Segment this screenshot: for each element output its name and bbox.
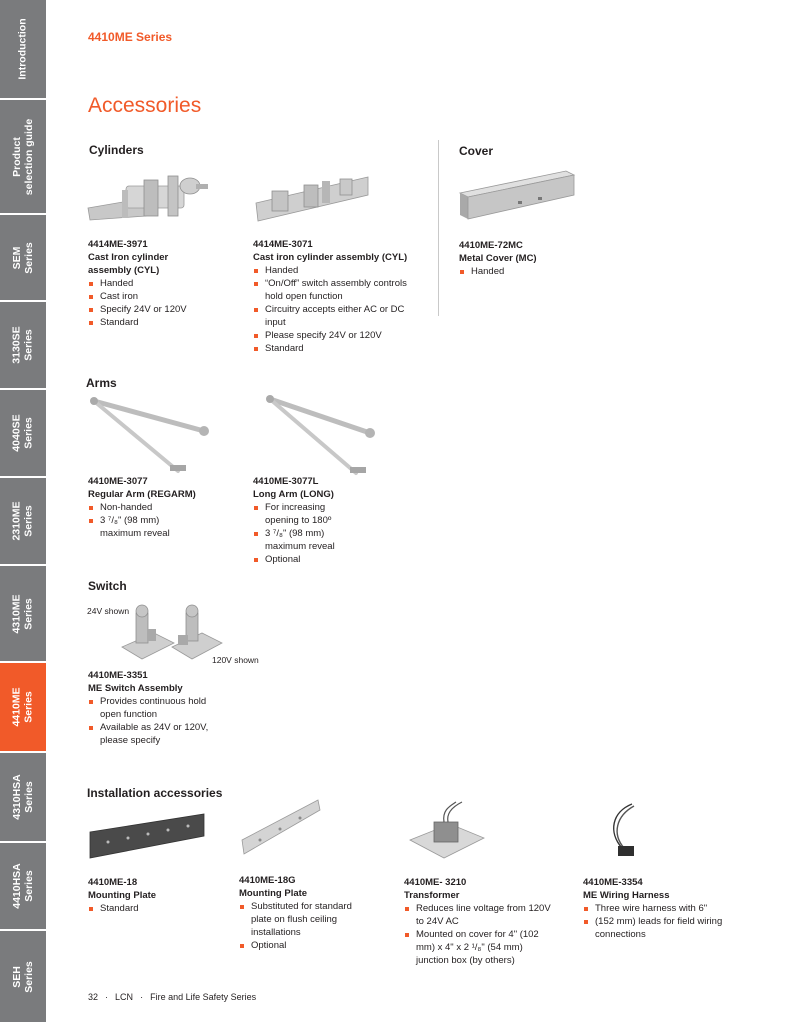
- part-number: 4410ME-72MC: [459, 240, 523, 251]
- tab-label: 2310ME Series: [10, 501, 35, 541]
- part-number: 4410ME- 3210: [404, 877, 467, 888]
- tab-label: SEH Series: [11, 960, 35, 993]
- footer-separator: ·: [137, 992, 146, 1002]
- product-name: Mounting Plate: [88, 890, 157, 901]
- bullet: 3 ⁷/₈" (98 mm) maximum reveal: [88, 514, 188, 540]
- tab-4410hsa-series[interactable]: [0, 843, 46, 931]
- tab-4310me-series[interactable]: [0, 566, 46, 663]
- bullet: For increasing opening to 180º: [253, 501, 353, 527]
- column-divider: [438, 140, 439, 316]
- tab-3130se-series[interactable]: [0, 302, 46, 390]
- part-number: 4414ME-3971: [88, 239, 148, 250]
- item-cylinder-4414me-3971: [88, 238, 238, 329]
- part-number: 4410ME-3077L: [253, 476, 319, 487]
- transformer-image: [406, 800, 488, 866]
- product-name: Regular Arm (REGARM): [88, 489, 196, 500]
- section-heading-installation: Installation accessories: [87, 786, 223, 800]
- tab-4310hsa-series[interactable]: [0, 753, 46, 843]
- page-footer: [88, 992, 258, 1002]
- tab-product-selection-guide[interactable]: [0, 100, 46, 215]
- footer-series: Fire and Life Safety Series: [150, 992, 257, 1002]
- bullet: Substituted for standard plate on flush ceiling installations: [239, 900, 374, 939]
- bullet: Handed: [459, 265, 609, 278]
- item-arm-4410me-3077l: [253, 475, 403, 566]
- footer-separator: ·: [102, 992, 111, 1002]
- series-label: 4410ME Series: [88, 30, 173, 44]
- tab-label: Introduction: [17, 18, 29, 80]
- tab-introduction[interactable]: [0, 0, 46, 100]
- part-number: 4410ME-3354: [583, 877, 643, 888]
- tab-label: 4410HSA Series: [11, 863, 35, 909]
- bullet: Cast iron: [88, 290, 238, 303]
- mounting-plate-flush-image: [240, 796, 324, 858]
- product-name: Cast iron cylinder assembly (CYL): [253, 252, 408, 263]
- tab-label: 4040SE Series: [11, 414, 35, 452]
- bullet: Standard: [88, 316, 238, 329]
- bullet: Please specify 24V or 120V: [253, 329, 425, 342]
- bullet: Circuitry accepts either AC or DC input: [253, 303, 425, 329]
- tab-label: 4410ME Series: [10, 687, 35, 727]
- section-heading-switch: Switch: [88, 579, 127, 593]
- bullet: Specify 24V or 120V: [88, 303, 238, 316]
- bullet: Non-handed: [88, 501, 238, 514]
- cylinder-assembly-switch-image: [254, 173, 372, 225]
- part-number: 4410ME-18G: [239, 875, 296, 886]
- cylinder-assembly-image: [86, 170, 214, 226]
- caption-24v-shown: 24V shown: [87, 606, 130, 616]
- bullet: Reduces line voltage from 120V to 24V AC: [404, 902, 556, 928]
- product-name: Metal Cover (MC): [459, 253, 537, 264]
- item-arm-4410me-3077: [88, 475, 238, 540]
- product-name: ME Switch Assembly: [88, 683, 183, 694]
- footer-brand: LCN: [115, 992, 134, 1002]
- page-number: 32: [88, 992, 99, 1002]
- tab-4040se-series[interactable]: [0, 390, 46, 478]
- mounting-plate-image: [88, 812, 208, 862]
- long-arm-image: [264, 393, 378, 479]
- section-heading-arms: Arms: [86, 376, 117, 390]
- item-cover-4410me-72mc: [459, 239, 609, 278]
- tab-label: SEM Series: [11, 241, 35, 274]
- bullet: Standard: [88, 902, 228, 915]
- tab-label: 4310ME Series: [10, 593, 35, 634]
- bullet: (152 mm) leads for field wiring connections: [583, 915, 743, 941]
- wiring-harness-image: [604, 802, 644, 860]
- part-number: 4410ME-3351: [88, 670, 148, 681]
- switch-assembly-24v-image: [120, 603, 176, 665]
- bullet: Provides continuous hold open function: [88, 695, 228, 721]
- bullet: Available as 24V or 120V, please specify: [88, 721, 228, 747]
- section-heading-cover: Cover: [459, 144, 494, 158]
- item-transformer-4410me-3210: [404, 876, 556, 967]
- item-mounting-plate-4410me-18g: [239, 874, 374, 952]
- product-name: Mounting Plate: [239, 888, 308, 899]
- bullet: Handed: [88, 277, 238, 290]
- product-name: Cast Iron cylinder assembly (CYL): [88, 252, 169, 276]
- bullet: Optional: [253, 553, 403, 566]
- item-wiring-harness-4410me-3354: [583, 876, 743, 941]
- bullet: 3 ⁷/₈" (98 mm) maximum reveal: [253, 527, 353, 553]
- sidebar: [0, 0, 46, 1024]
- bullet: Handed: [253, 264, 425, 277]
- part-number: 4414ME-3071: [253, 239, 313, 250]
- product-name: Long Arm (LONG): [253, 489, 334, 500]
- tab-sem-series[interactable]: [0, 215, 46, 302]
- bullet: Optional: [239, 939, 374, 952]
- caption-120v-shown: 120V shown: [212, 655, 259, 665]
- product-name: Transformer: [404, 890, 460, 901]
- tab-label: Product selection guide: [11, 118, 35, 195]
- bullet: “On/Off” switch assembly controls hold open function: [253, 277, 425, 303]
- item-mounting-plate-4410me-18: [88, 876, 228, 915]
- tab-2310me-series[interactable]: [0, 478, 46, 566]
- bullet: Standard: [253, 342, 425, 355]
- tab-label: 3130SE Series: [11, 326, 35, 364]
- item-switch-4410me-3351: [88, 669, 228, 747]
- part-number: 4410ME-18: [88, 877, 138, 888]
- bullet: Mounted on cover for 4" (102 mm) x 4" x 2 ¹/₈" (54 mm) junction box (by others): [404, 928, 556, 967]
- item-cylinder-4414me-3071: [253, 238, 425, 355]
- part-number: 4410ME-3077: [88, 476, 148, 487]
- page-title: Accessories: [88, 94, 202, 117]
- tab-seh-series[interactable]: [0, 931, 46, 1024]
- regular-arm-image: [86, 393, 210, 477]
- tab-4410me-series[interactable]: [0, 663, 46, 753]
- tab-label: 4310HSA Series: [11, 774, 35, 820]
- product-name: ME Wiring Harness: [583, 890, 670, 901]
- metal-cover-image: [458, 167, 578, 223]
- section-heading-cylinders: Cylinders: [89, 143, 144, 157]
- bullet: Three wire harness with 6": [583, 902, 743, 915]
